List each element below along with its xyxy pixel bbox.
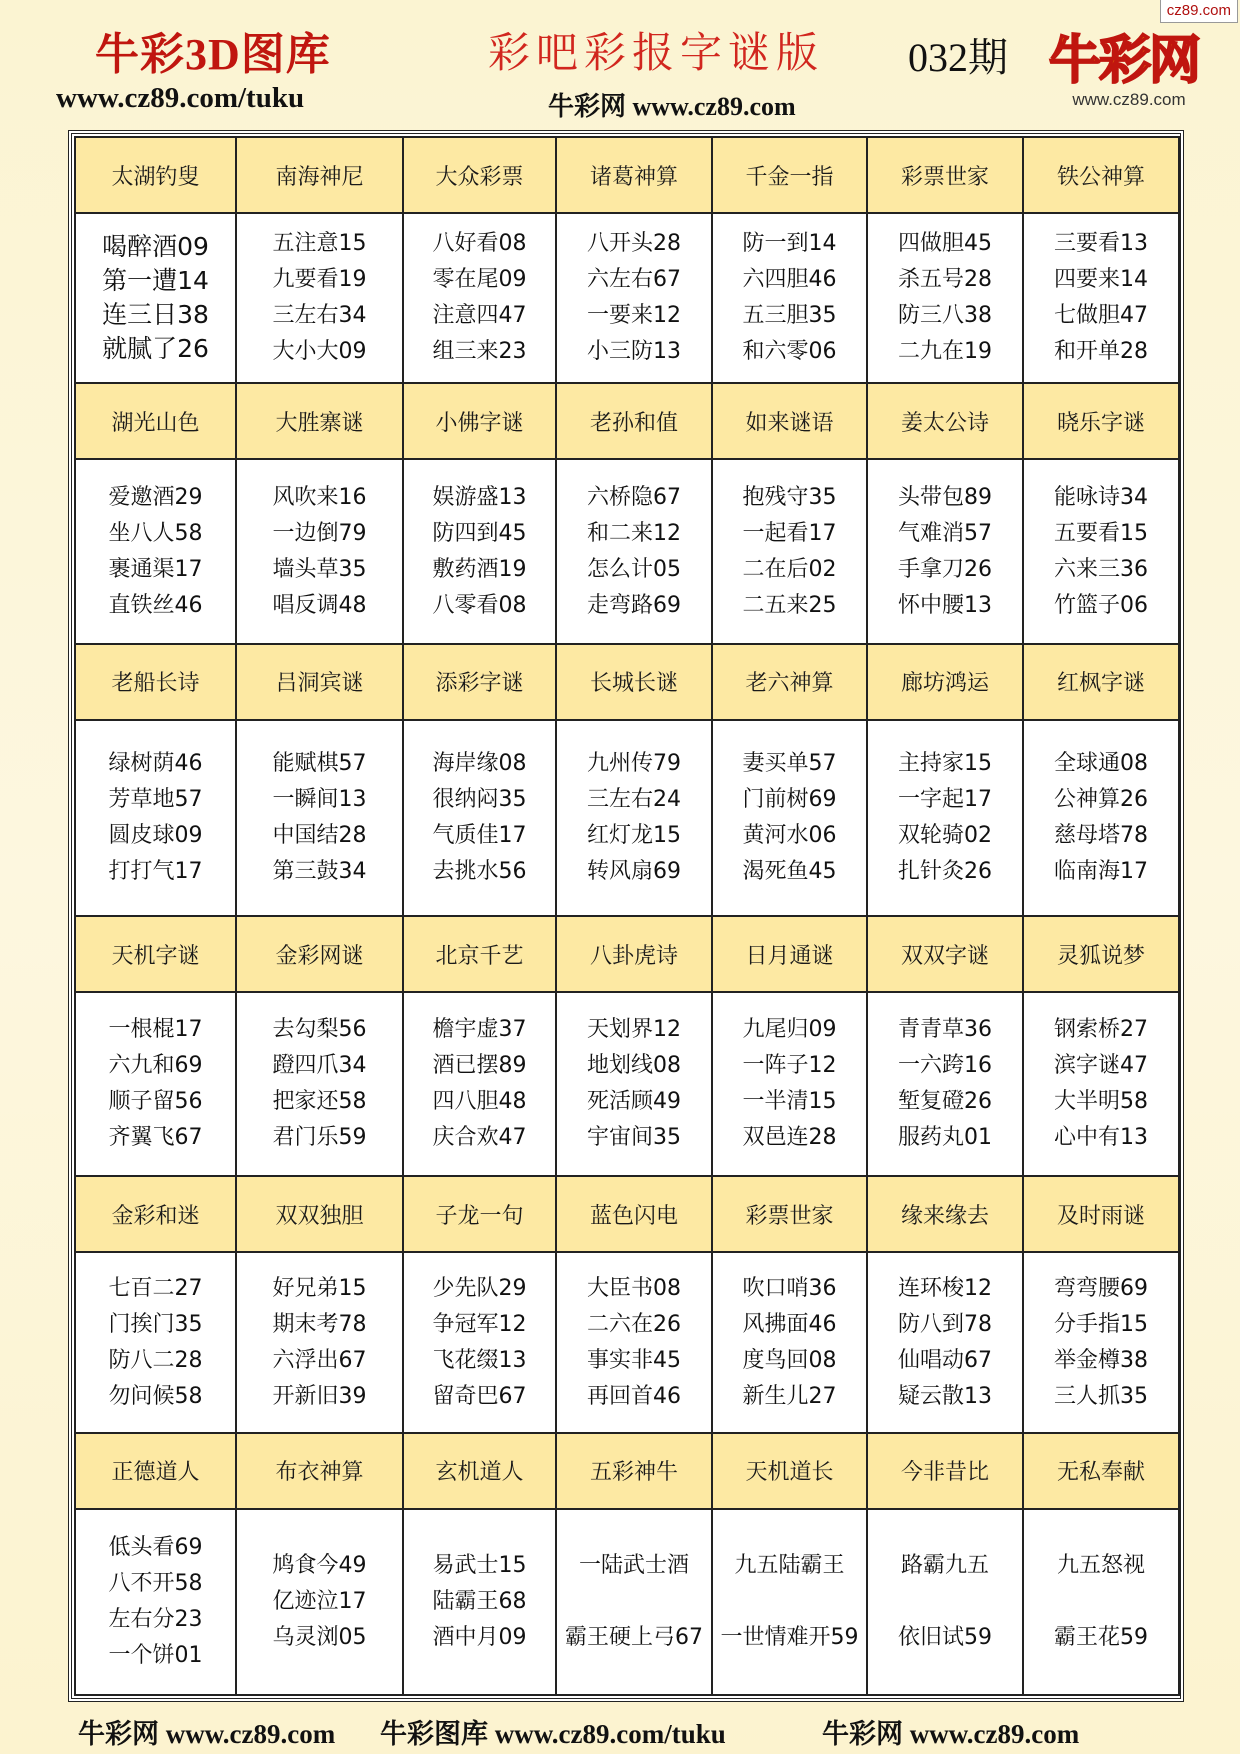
riddle-line: 三人抓35 xyxy=(1054,1383,1148,1409)
riddle-cell xyxy=(236,213,403,383)
column-header-cell: 灵狐说梦 xyxy=(1023,916,1179,992)
riddle-line: 一瞬间13 xyxy=(272,786,367,812)
riddle-line: 抱残守35 xyxy=(742,484,837,510)
riddle-line: 弯弯腰69 xyxy=(1054,1275,1148,1301)
riddle-line: 八开头28 xyxy=(587,231,681,257)
data-row xyxy=(75,1252,1179,1432)
column-header-cell: 晓乐字谜 xyxy=(1023,383,1179,459)
riddle-line: 怎么计05 xyxy=(587,556,681,582)
riddle-line: 五注意15 xyxy=(272,231,367,257)
riddle-line: 鸠食今49 xyxy=(272,1552,367,1578)
riddle-cell xyxy=(556,992,712,1176)
riddle-cell xyxy=(867,1509,1023,1695)
riddle-line: 低头看69 xyxy=(108,1534,203,1560)
column-header-cell: 诸葛神算 xyxy=(556,137,712,213)
riddle-line: 三左右24 xyxy=(587,786,681,812)
column-header-cell: 南海神尼 xyxy=(236,137,403,213)
riddle-line: 妻买单57 xyxy=(742,750,837,776)
riddle-cell xyxy=(712,992,867,1176)
riddle-line: 防一到14 xyxy=(742,231,837,257)
riddle-cell xyxy=(1023,1252,1179,1432)
riddle-cell xyxy=(403,213,556,383)
column-header-cell: 老孙和值 xyxy=(556,383,712,459)
riddle-line: 度鸟回08 xyxy=(742,1347,837,1373)
riddle-cell xyxy=(556,459,712,643)
column-header-cell: 如来谜语 xyxy=(712,383,867,459)
riddle-line: 开新旧39 xyxy=(272,1383,367,1409)
riddle-line: 霸王花59 xyxy=(1054,1624,1148,1650)
riddle-line: 五要看15 xyxy=(1054,520,1148,546)
column-header-cell: 老六神算 xyxy=(712,644,867,720)
riddle-line: 零在尾09 xyxy=(432,267,527,293)
riddle-line: 少先队29 xyxy=(432,1275,527,1301)
riddle-line: 连三日38 xyxy=(102,300,209,330)
riddle-line: 一世情难开59 xyxy=(720,1624,859,1650)
riddle-line: 事实非45 xyxy=(587,1347,681,1373)
riddle-line: 再回首46 xyxy=(587,1383,681,1409)
riddle-line: 九州传79 xyxy=(587,750,681,776)
riddle-line: 酒中月09 xyxy=(432,1624,527,1650)
riddle-cell xyxy=(403,1509,556,1695)
riddle-line: 左右分23 xyxy=(108,1606,203,1632)
riddle-line: 门前树69 xyxy=(742,786,837,812)
riddle-line: 勿问候58 xyxy=(108,1383,203,1409)
logo-url: www.cz89.com xyxy=(1072,90,1186,109)
riddle-line: 一要来12 xyxy=(587,303,681,329)
column-header-cell: 布衣神算 xyxy=(236,1433,403,1509)
riddle-line: 酒已摆89 xyxy=(432,1053,527,1079)
column-header-cell: 双双字谜 xyxy=(867,916,1023,992)
riddle-line: 注意四47 xyxy=(432,303,527,329)
riddle-cell xyxy=(75,1509,236,1695)
column-header-cell: 长城长谜 xyxy=(556,644,712,720)
riddle-line: 六来三36 xyxy=(1054,556,1148,582)
riddle-line: 风吹来16 xyxy=(272,484,367,510)
riddle-cell xyxy=(556,213,712,383)
riddle-cell xyxy=(75,1252,236,1432)
line-gap xyxy=(1024,1584,1178,1620)
riddle-line: 手拿刀26 xyxy=(898,556,992,582)
riddle-line: 很纳闷35 xyxy=(432,786,527,812)
line-gap xyxy=(557,1584,711,1620)
riddle-line: 飞花缀13 xyxy=(432,1347,527,1373)
riddle-line: 转风扇69 xyxy=(587,858,681,884)
riddle-cell xyxy=(236,459,403,643)
riddle-cell xyxy=(75,992,236,1176)
riddle-cell xyxy=(1023,720,1179,916)
header-row xyxy=(75,383,1179,459)
riddle-cell xyxy=(236,992,403,1176)
riddle-line: 九五怒视 xyxy=(1056,1552,1145,1578)
column-header-cell: 无私奉献 xyxy=(1023,1433,1179,1509)
riddle-line: 一阵子12 xyxy=(742,1053,837,1079)
riddle-line: 圆皮球09 xyxy=(108,822,203,848)
riddle-line: 二六在26 xyxy=(587,1311,681,1337)
riddle-line: 红灯龙15 xyxy=(587,822,681,848)
data-row xyxy=(75,1509,1179,1695)
riddle-cell xyxy=(403,992,556,1176)
riddle-line: 地划线08 xyxy=(587,1053,681,1079)
riddle-cell xyxy=(1023,1509,1179,1695)
riddle-line: 服药丸01 xyxy=(898,1125,992,1151)
column-header-cell: 大胜寨谜 xyxy=(236,383,403,459)
riddle-line: 一边倒79 xyxy=(272,520,367,546)
riddle-cell xyxy=(75,720,236,916)
column-header-cell: 红枫字谜 xyxy=(1023,644,1179,720)
riddle-line: 二在后02 xyxy=(742,556,837,582)
riddle-line: 九要看19 xyxy=(272,267,367,293)
column-header-cell: 添彩字谜 xyxy=(403,644,556,720)
issue-number: 032期 xyxy=(908,35,1008,80)
riddle-line: 宇宙间35 xyxy=(587,1125,681,1151)
riddle-line: 直铁丝46 xyxy=(108,592,203,618)
riddle-line: 争冠军12 xyxy=(432,1311,527,1337)
riddle-cell xyxy=(236,720,403,916)
riddle-cell xyxy=(867,720,1023,916)
center-url[interactable]: 牛彩网 www.cz89.com xyxy=(548,92,796,121)
riddle-cell xyxy=(867,1252,1023,1432)
riddle-line: 天划界12 xyxy=(587,1017,681,1043)
riddle-line: 风拂面46 xyxy=(742,1311,837,1337)
riddle-line: 气质佳17 xyxy=(432,822,527,848)
column-header-cell: 及时雨谜 xyxy=(1023,1176,1179,1252)
column-header-cell: 大众彩票 xyxy=(403,137,556,213)
riddle-cell xyxy=(403,720,556,916)
riddle-line: 檐宇虚37 xyxy=(432,1017,527,1043)
column-header-cell: 北京千艺 xyxy=(403,916,556,992)
riddle-line: 走弯路69 xyxy=(587,592,681,618)
riddle-line: 连环梭12 xyxy=(898,1275,992,1301)
column-header-cell: 天机字谜 xyxy=(75,916,236,992)
riddle-table xyxy=(74,136,1180,1696)
riddle-line: 钢索桥27 xyxy=(1054,1017,1148,1043)
riddle-cell xyxy=(556,720,712,916)
column-header-cell: 金彩和迷 xyxy=(75,1176,236,1252)
riddle-line: 一陆武士酒 xyxy=(578,1552,689,1578)
riddle-line: 去勾梨56 xyxy=(272,1017,367,1043)
riddle-line: 临南海17 xyxy=(1054,858,1148,884)
header-row xyxy=(75,644,1179,720)
column-header-cell: 五彩神牛 xyxy=(556,1433,712,1509)
riddle-line: 中国结28 xyxy=(272,822,367,848)
riddle-cell xyxy=(712,720,867,916)
column-header-cell: 天机道长 xyxy=(712,1433,867,1509)
riddle-line: 爱邀酒29 xyxy=(108,484,203,510)
column-header-cell: 老船长诗 xyxy=(75,644,236,720)
riddle-line: 双邑连28 xyxy=(742,1125,837,1151)
riddle-line: 扎针灸26 xyxy=(898,858,992,884)
data-row xyxy=(75,992,1179,1176)
riddle-line: 疑云散13 xyxy=(898,1383,992,1409)
column-header-cell: 姜太公诗 xyxy=(867,383,1023,459)
column-header-cell: 双双独胆 xyxy=(236,1176,403,1252)
logo-text: 牛彩网 xyxy=(1048,31,1199,91)
riddle-cell xyxy=(1023,213,1179,383)
riddle-line: 头带包89 xyxy=(898,484,992,510)
riddle-line: 小三防13 xyxy=(587,339,681,365)
riddle-line: 竹篮子06 xyxy=(1054,592,1148,618)
riddle-line: 大臣书08 xyxy=(587,1275,681,1301)
data-row xyxy=(75,213,1179,383)
riddle-line: 一起看17 xyxy=(742,520,837,546)
riddle-line: 君门乐59 xyxy=(272,1125,367,1151)
riddle-line: 好兄弟15 xyxy=(272,1275,367,1301)
riddle-cell xyxy=(556,1509,712,1695)
riddle-line: 主持家15 xyxy=(898,750,992,776)
riddle-line: 新生儿27 xyxy=(742,1383,837,1409)
riddle-line: 六桥隐67 xyxy=(587,484,681,510)
column-header-cell: 千金一指 xyxy=(712,137,867,213)
riddle-line: 齐翼飞67 xyxy=(108,1125,203,1151)
riddle-line: 堑复磴26 xyxy=(898,1089,992,1115)
column-header-cell: 吕洞宾谜 xyxy=(236,644,403,720)
riddle-line: 五三胆35 xyxy=(742,303,837,329)
column-header-cell: 彩票世家 xyxy=(867,137,1023,213)
riddle-line: 就腻了26 xyxy=(102,334,209,364)
riddle-cell xyxy=(867,459,1023,643)
riddle-line: 绿树荫46 xyxy=(108,750,203,776)
riddle-cell xyxy=(712,459,867,643)
riddle-line: 防四到45 xyxy=(432,520,527,546)
riddle-line: 庆合欢47 xyxy=(432,1125,527,1151)
left-title: 牛彩3D图库 xyxy=(95,30,331,79)
riddle-line: 易武士15 xyxy=(432,1552,527,1578)
line-gap xyxy=(868,1584,1022,1620)
column-header-cell: 太湖钓叟 xyxy=(75,137,236,213)
riddle-line: 四做胆45 xyxy=(898,231,992,257)
riddle-line: 一个饼01 xyxy=(108,1642,203,1668)
header-row xyxy=(75,137,1179,213)
riddle-line: 蹬四爪34 xyxy=(272,1053,367,1079)
riddle-line: 九尾归09 xyxy=(742,1017,837,1043)
riddle-line: 心中有13 xyxy=(1054,1125,1148,1151)
riddle-cell xyxy=(403,1252,556,1432)
corner-watermark-tag: cz89.com xyxy=(1160,0,1238,23)
page-title: 彩吧彩报字谜版 xyxy=(488,28,825,77)
header-row xyxy=(75,916,1179,992)
data-row xyxy=(75,459,1179,643)
riddle-line: 分手指15 xyxy=(1054,1311,1148,1337)
riddle-cell xyxy=(1023,459,1179,643)
riddle-line: 大小大09 xyxy=(272,339,367,365)
column-header-cell: 蓝色闪电 xyxy=(556,1176,712,1252)
footer-link-3[interactable]: 牛彩网 www.cz89.com xyxy=(822,1719,1080,1749)
riddle-line: 防三八38 xyxy=(898,303,992,329)
column-header-cell: 正德道人 xyxy=(75,1433,236,1509)
riddle-line: 六九和69 xyxy=(108,1053,203,1079)
riddle-cell xyxy=(236,1509,403,1695)
riddle-cell xyxy=(75,213,236,383)
riddle-line: 青青草36 xyxy=(898,1017,992,1043)
riddle-line: 敷药酒19 xyxy=(432,556,527,582)
riddle-line: 霸王硬上弓67 xyxy=(565,1624,703,1650)
riddle-line: 把家还58 xyxy=(272,1089,367,1115)
riddle-line: 八零看08 xyxy=(432,592,527,618)
riddle-line: 八好看08 xyxy=(432,231,527,257)
riddle-line: 芳草地57 xyxy=(108,786,203,812)
riddle-line: 唱反调48 xyxy=(272,592,367,618)
footer-link-1[interactable]: 牛彩网 www.cz89.com xyxy=(78,1719,336,1749)
riddle-line: 四要来14 xyxy=(1054,267,1148,293)
riddle-line: 期末考78 xyxy=(272,1311,367,1337)
riddle-line: 黄河水06 xyxy=(742,822,837,848)
riddle-line: 六四胆46 xyxy=(742,267,837,293)
column-header-cell: 铁公神算 xyxy=(1023,137,1179,213)
riddle-line: 双轮骑02 xyxy=(898,822,992,848)
riddle-line: 和六零06 xyxy=(742,339,837,365)
column-header-cell: 金彩网谜 xyxy=(236,916,403,992)
column-header-cell: 彩票世家 xyxy=(712,1176,867,1252)
riddle-line: 渴死鱼45 xyxy=(742,858,837,884)
riddle-line: 大半明58 xyxy=(1054,1089,1148,1115)
riddle-line: 墙头草35 xyxy=(272,556,367,582)
riddle-line: 和二来12 xyxy=(587,520,681,546)
riddle-line: 组三来23 xyxy=(432,339,527,365)
riddle-line: 能咏诗34 xyxy=(1054,484,1148,510)
riddle-cell xyxy=(712,1252,867,1432)
riddle-line: 三左右34 xyxy=(272,303,367,329)
column-header-cell: 八卦虎诗 xyxy=(556,916,712,992)
riddle-line: 公神算26 xyxy=(1054,786,1148,812)
riddle-cell xyxy=(556,1252,712,1432)
brand-logo xyxy=(1046,18,1202,118)
header-row xyxy=(75,1176,1179,1252)
riddle-line: 坐八人58 xyxy=(108,520,203,546)
riddle-line: 喝醉酒09 xyxy=(102,232,209,262)
riddle-line: 六左右67 xyxy=(587,267,681,293)
riddle-line: 第三鼓34 xyxy=(272,858,367,884)
riddle-line: 第一遭14 xyxy=(102,266,209,296)
riddle-line: 滨字谜47 xyxy=(1054,1053,1148,1079)
riddle-line: 一六跨16 xyxy=(898,1053,992,1079)
riddle-line: 顺子留56 xyxy=(108,1089,203,1115)
left-url[interactable]: www.cz89.com/tuku xyxy=(56,82,305,114)
riddle-line: 亿迹泣17 xyxy=(272,1588,367,1614)
riddle-line: 怀中腰13 xyxy=(898,592,992,618)
riddle-cell xyxy=(712,1509,867,1695)
riddle-line: 三要看13 xyxy=(1054,231,1148,257)
riddle-cell xyxy=(236,1252,403,1432)
column-header-cell: 日月通谜 xyxy=(712,916,867,992)
column-header-cell: 湖光山色 xyxy=(75,383,236,459)
riddle-line: 能赋棋57 xyxy=(272,750,367,776)
riddle-cell xyxy=(867,213,1023,383)
riddle-line: 吹口哨36 xyxy=(742,1275,837,1301)
column-header-cell: 廊坊鸿运 xyxy=(867,644,1023,720)
riddle-line: 海岸缘08 xyxy=(432,750,527,776)
riddle-cell xyxy=(867,992,1023,1176)
riddle-line: 路霸九五 xyxy=(900,1552,989,1578)
riddle-line: 七做胆47 xyxy=(1054,303,1148,329)
riddle-line: 一根棍17 xyxy=(108,1017,203,1043)
riddle-line: 二五来25 xyxy=(742,592,837,618)
data-row xyxy=(75,720,1179,916)
riddle-line: 六浮出67 xyxy=(272,1347,367,1373)
riddle-line: 杀五号28 xyxy=(898,267,992,293)
column-header-cell: 小佛字谜 xyxy=(403,383,556,459)
riddle-line: 七百二27 xyxy=(108,1275,203,1301)
riddle-line: 慈母塔78 xyxy=(1054,822,1148,848)
column-header-cell: 子龙一句 xyxy=(403,1176,556,1252)
riddle-line: 死活顾49 xyxy=(587,1089,681,1115)
riddle-line: 仙唱动67 xyxy=(898,1347,992,1373)
riddle-line: 乌灵浏05 xyxy=(272,1624,367,1650)
riddle-line: 九五陆霸王 xyxy=(734,1552,845,1578)
riddle-line: 八不开58 xyxy=(108,1570,203,1596)
riddle-line: 和开单28 xyxy=(1054,339,1148,365)
riddle-line: 一半清15 xyxy=(742,1089,837,1115)
header-row xyxy=(75,1433,1179,1509)
riddle-cell xyxy=(75,459,236,643)
line-gap xyxy=(713,1584,866,1620)
column-header-cell: 缘来缘去 xyxy=(867,1176,1023,1252)
riddle-line: 陆霸王68 xyxy=(432,1588,527,1614)
riddle-cell xyxy=(403,459,556,643)
riddle-line: 四八胆48 xyxy=(432,1089,527,1115)
footer xyxy=(0,1712,1240,1752)
riddle-line: 依旧试59 xyxy=(898,1624,992,1650)
column-header-cell: 玄机道人 xyxy=(403,1433,556,1509)
riddle-line: 去挑水56 xyxy=(432,858,527,884)
riddle-line: 一字起17 xyxy=(898,786,992,812)
riddle-cell xyxy=(1023,992,1179,1176)
riddle-line: 气难消57 xyxy=(898,520,992,546)
riddle-line: 留奇巴67 xyxy=(432,1383,527,1409)
footer-link-2[interactable]: 牛彩图库 www.cz89.com/tuku xyxy=(380,1719,726,1749)
riddle-line: 全球通08 xyxy=(1054,750,1148,776)
riddle-line: 裹通渠17 xyxy=(108,556,203,582)
riddle-line: 娱游盛13 xyxy=(432,484,527,510)
column-header-cell: 今非昔比 xyxy=(867,1433,1023,1509)
riddle-line: 门挨门35 xyxy=(108,1311,203,1337)
riddle-line: 打打气17 xyxy=(108,858,203,884)
riddle-cell xyxy=(712,213,867,383)
riddle-line: 举金樽38 xyxy=(1054,1347,1148,1373)
riddle-line: 防八到78 xyxy=(898,1311,992,1337)
riddle-line: 二九在19 xyxy=(898,339,992,365)
riddle-line: 防八二28 xyxy=(108,1347,203,1373)
